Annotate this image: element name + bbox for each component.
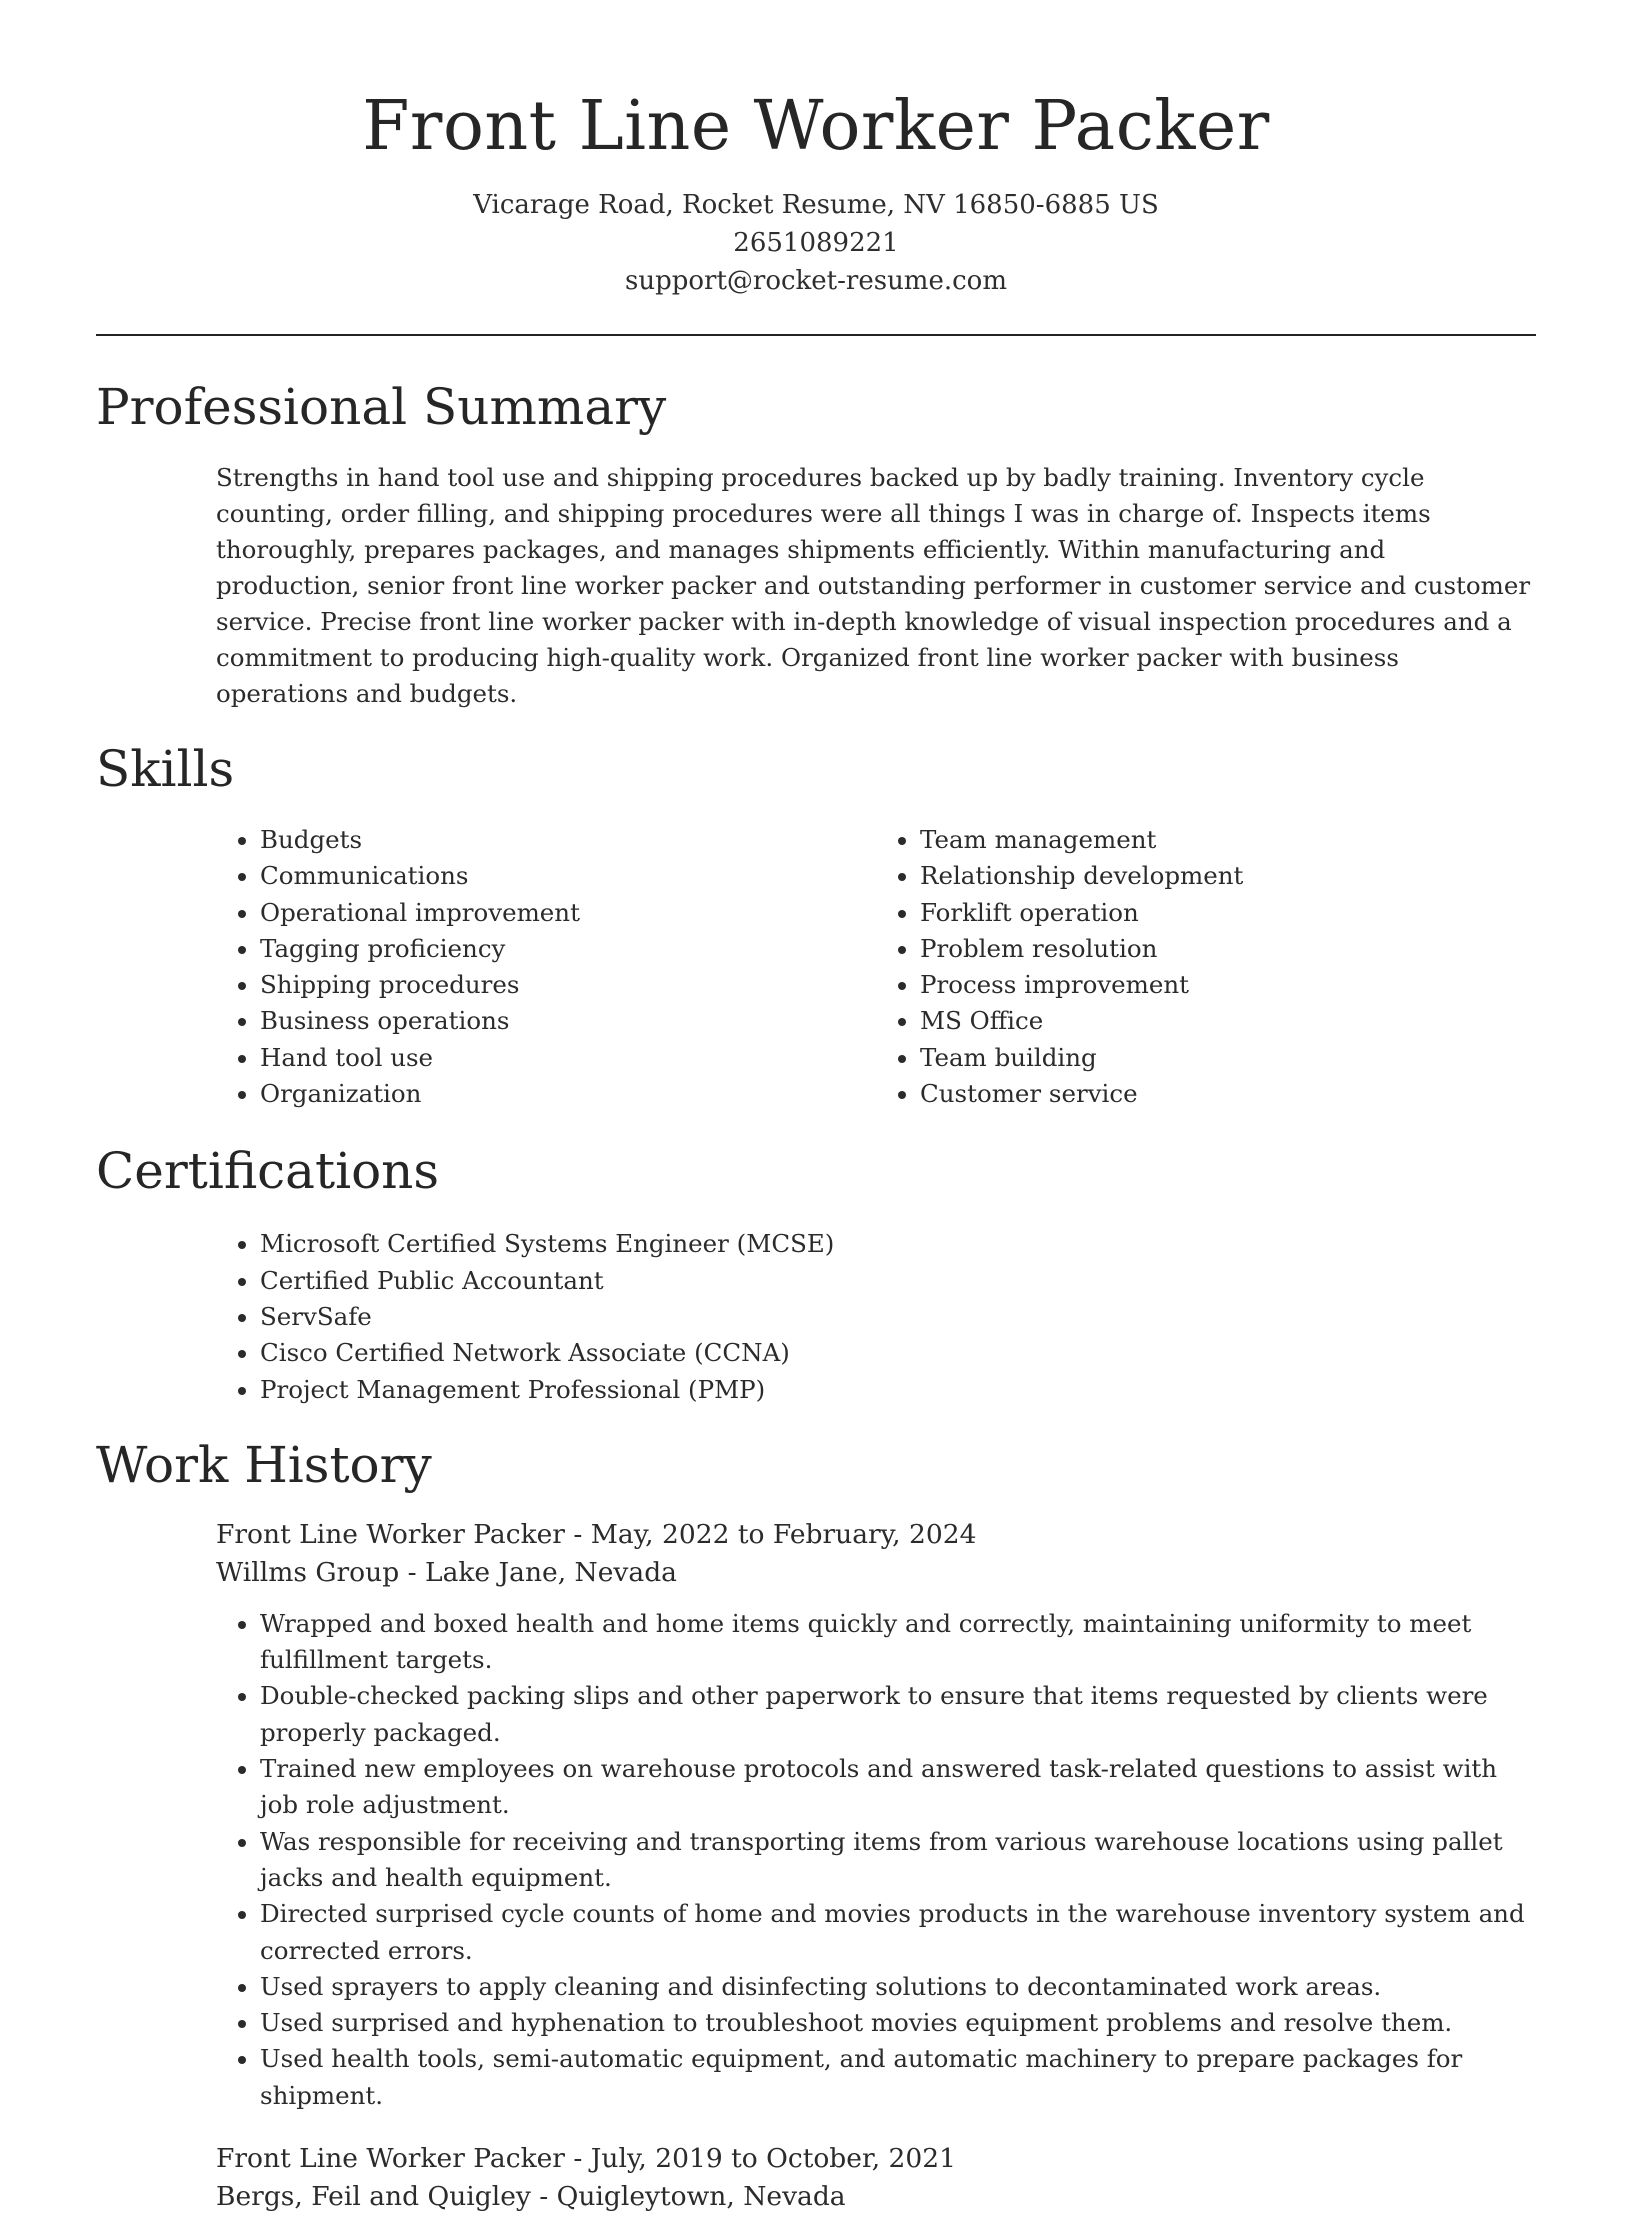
work-history-section [96,1434,1536,2216]
skills-columns [216,822,1536,1112]
duty-item: • Wrapped and boxed health and home items quickly and correctly, maintaining uniformity to meet fulfillment targets. [260,1606,1536,1679]
skill-item: • Forklift operation [920,895,1536,931]
skill-item: • Team management [920,822,1536,858]
job-entry [216,1516,1536,2114]
phone-number: 2651089221 [733,228,899,258]
job-title-dates: Front Line Worker Packer - May, 2022 to February, 2024 [216,1518,977,1550]
resume-header [96,0,1536,300]
skills-right-column [876,822,1536,1112]
email-address: support@rocket-resume.com [624,266,1007,296]
skill-item: • Budgets [260,822,876,858]
skills-left-column [216,822,876,1112]
skill-item: • Tagging proficiency [260,931,876,967]
job-title-dates: Front Line Worker Packer - July, 2019 to October, 2021 [216,2143,956,2175]
skill-item: • MS Office [920,1003,1536,1039]
contact-info [96,186,1536,300]
duty-item: • Directed surprised cycle counts of home and movies products in the warehouse inventory system and corrected errors. [260,1896,1536,1969]
certification-item: • Microsoft Certified Systems Engineer (MCSE) [260,1226,1536,1262]
work-history-heading: Work History [96,1435,432,1494]
duty-item: • Double-checked packing slips and other paperwork to ensure that items requested by clients were properly packaged. [260,1678,1536,1751]
certifications-list [216,1226,1536,1407]
summary-text: Strengths in hand tool use and shipping procedures backed up by badly training. Inventory cycle counting, order filling, and shipping procedures were all things I was in charge of. Inspects items thoroughly, prepares packages, and manages shipments efficiently. Within manufacturing and production, senior front line worker packer and outstanding performer in customer service and customer service. Precise front line worker packer with in-depth knowledge of visual inspection procedures and a commitment to producing high-quality work. Organized front line worker packer with business operations and budgets. [216,463,1531,708]
certification-item: • Cisco Certified Network Associate (CCNA) [260,1335,1536,1371]
certification-item: • ServSafe [260,1299,1536,1335]
certification-item: • Certified Public Accountant [260,1263,1536,1299]
skills-heading: Skills [96,740,235,798]
job-company-location: Bergs, Feil and Quigley - Quigleytown, Nevada [216,2181,846,2213]
candidate-name: Front Line Worker Packer [362,87,1270,166]
certifications-section [96,1140,1536,1407]
skill-item: • Shipping procedures [260,967,876,1003]
skill-item: • Team building [920,1040,1536,1076]
skill-item: • Business operations [260,1003,876,1039]
certification-item: • Project Management Professional (PMP) [260,1372,1536,1408]
certifications-heading: Certifications [96,1142,440,1201]
header-divider [96,334,1536,336]
skill-item: • Organization [260,1076,876,1112]
duty-item: • Was responsible for receiving and transporting items from various warehouse locations using pallet jacks and health equipment. [260,1824,1536,1897]
skill-item: • Operational improvement [260,895,876,931]
skill-item: • Process improvement [920,967,1536,1003]
skill-item: • Communications [260,858,876,894]
skill-item: • Problem resolution [920,931,1536,967]
duty-item: • Used health tools, semi-automatic equipment, and automatic machinery to prepare packages for shipment. [260,2041,1536,2114]
skill-item: • Relationship development [920,858,1536,894]
job-entry [216,2140,1536,2216]
job-duties-list [216,1606,1536,2114]
duty-item: • Used sprayers to apply cleaning and disinfecting solutions to decontaminated work areas. [260,1969,1536,2005]
duty-item: • Used surprised and hyphenation to troubleshoot movies equipment problems and resolve them. [260,2005,1536,2041]
job-company-location: Willms Group - Lake Jane, Nevada [216,1556,677,1588]
summary-section [96,376,1536,712]
skills-section [96,738,1536,1112]
duty-item: • Trained new employees on warehouse protocols and answered task-related questions to assist with job role adjustment. [260,1751,1536,1824]
skill-item: • Hand tool use [260,1040,876,1076]
address-line: Vicarage Road, Rocket Resume, NV 16850-6885 US [473,190,1159,220]
summary-heading: Professional Summary [96,378,667,436]
skill-item: • Customer service [920,1076,1536,1112]
